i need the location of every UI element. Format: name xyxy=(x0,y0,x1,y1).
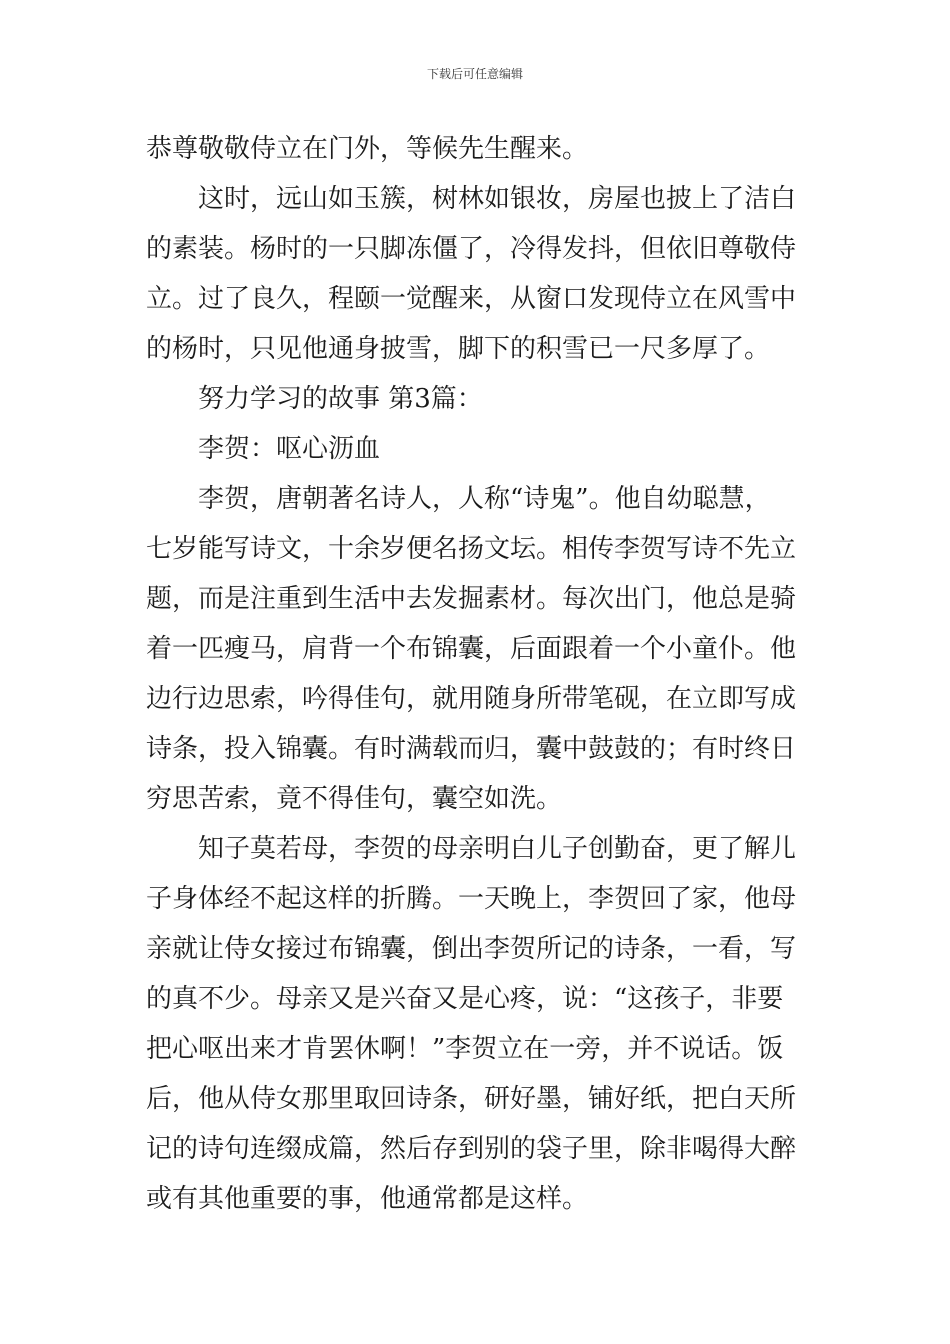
text-line: 亲就让侍女接过布锦囊，倒出李贺所记的诗条，一看，写 xyxy=(146,934,797,964)
text-line: 诗条，投入锦囊。有时满载而归，囊中鼓鼓的；有时终日 xyxy=(146,734,797,764)
text-line: 七岁能写诗文，十余岁便名扬文坛。相传李贺写诗不先立 xyxy=(146,534,797,564)
text-line: 立。过了良久，程颐一觉醒来，从窗口发现侍立在风雪中 xyxy=(146,284,797,314)
text-line: 后，他从侍女那里取回诗条，研好墨，铺好纸，把白天所 xyxy=(146,1084,797,1114)
text-line: 这时，远山如玉簇，树林如银妆，房屋也披上了洁白 xyxy=(198,184,797,214)
text-line: 记的诗句连缀成篇，然后存到别的袋子里，除非喝得大醉 xyxy=(146,1134,797,1164)
text-line: 把心呕出来才肯罢休啊！”李贺立在一旁，并不说话。饭 xyxy=(146,1034,784,1064)
text-line: 的杨时，只见他通身披雪，脚下的积雪已一尺多厚了。 xyxy=(146,334,771,364)
page-header: 下载后可任意编辑 xyxy=(426,67,523,81)
text-line: 李贺：呕心沥血 xyxy=(198,434,381,464)
text-line: 或有其他重要的事，他通常都是这样。 xyxy=(146,1184,589,1214)
text-line: 知子莫若母，李贺的母亲明白儿子创勤奋，更了解儿 xyxy=(198,834,797,864)
text-line: 的真不少。母亲又是兴奋又是心疼，说：“这孩子，非要 xyxy=(146,984,784,1014)
text-line: 恭尊敬敬侍立在门外，等候先生醒来。 xyxy=(146,134,589,164)
text-line: 努力学习的故事 第3篇： xyxy=(198,384,483,414)
text-line: 子身体经不起这样的折腾。一天晚上，李贺回了家，他母 xyxy=(146,884,797,914)
text-line: 穷思苦索，竟不得佳句，囊空如洗。 xyxy=(146,784,563,814)
text-line: 着一匹瘦马，肩背一个布锦囊，后面跟着一个小童仆。他 xyxy=(146,634,797,664)
body-text xyxy=(146,124,808,1224)
text-line: 题，而是注重到生活中去发掘素材。每次出门，他总是骑 xyxy=(146,584,797,614)
text-line: 边行边思索，吟得佳句，就用随身所带笔砚，在立即写成 xyxy=(146,684,797,714)
text-line: 李贺，唐朝著名诗人，人称“诗鬼”。他自幼聪慧， xyxy=(198,484,771,514)
text-line: 的素装。杨时的一只脚冻僵了，冷得发抖，但依旧尊敬侍 xyxy=(146,234,797,264)
